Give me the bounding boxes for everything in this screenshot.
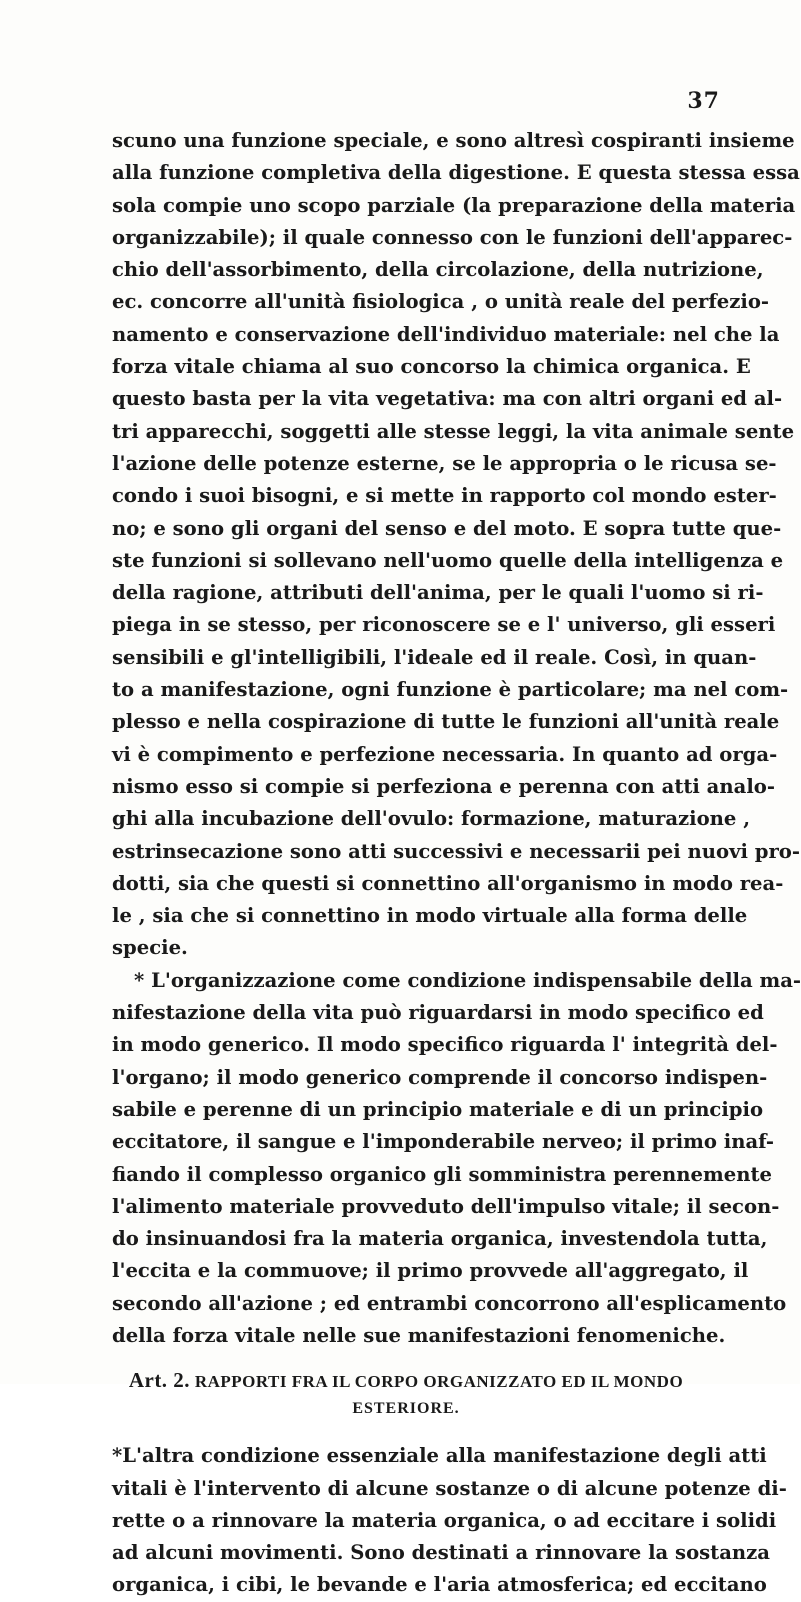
text-line: della ragione, attributi dell'anima, per le quali l'uomo si ri-: [112, 581, 764, 605]
text-line: to a manifestazione, ogni funzione è particolare; ma nel com-: [112, 678, 789, 702]
text-line: scuno una funzione speciale, e sono altresì cospiranti insieme: [112, 129, 795, 152]
article-number: Art. 2.: [128, 1368, 191, 1393]
text-line: ad alcuni movimenti. Sono destinati a rinnovare la sostanza: [112, 1541, 770, 1565]
text-line: no; e sono gli organi del senso e del moto. E sopra tutte que-: [112, 516, 782, 540]
text-line: alla funzione completiva della digestione. E questa stessa essa: [112, 161, 800, 185]
section-title-line-2: ESTERIORE.: [352, 1400, 460, 1418]
page-number: 37: [687, 88, 720, 114]
text-line: chio dell'assorbimento, della circolazione, della nutrizione,: [112, 258, 764, 282]
text-line: *L'altra condizione essenziale alla manifestazione degli atti: [112, 1444, 767, 1468]
text-line: organizzabile); il quale connesso con le funzioni dell'apparec-: [112, 225, 793, 249]
section-heading: [112, 1366, 700, 1396]
text-line: l'alimento materiale provveduto dell'impulso vitale; il secon-: [112, 1194, 780, 1218]
text-line: rette o a rinnovare la materia organica, o ad eccitare i solidi: [112, 1508, 777, 1532]
text-line: plesso e nella cospirazione di tutte le funzioni all'unità reale: [112, 710, 780, 734]
text-line: vitali è l'intervento di alcune sostanze o di alcune potenze di-: [112, 1476, 787, 1500]
text-line: fiando il complesso organico gli somministra perennemente: [112, 1162, 772, 1186]
paragraph-3: [112, 1440, 787, 1601]
paragraph-2: [112, 965, 801, 1353]
text-line: l'organo; il modo generico comprende il concorso indispen-: [112, 1065, 768, 1089]
text-line: le , sia che si connettino in modo virtuale alla forma delle: [112, 904, 748, 928]
section-title-line-1: RAPPORTI FRA IL CORPO ORGANIZZATO ED IL MONDO: [194, 1372, 684, 1392]
text-line: condo i suoi bisogni, e si mette in rapporto col mondo ester-: [112, 484, 777, 508]
text-line: * L'organizzazione come condizione indispensabile della ma-: [134, 968, 801, 992]
text-line: dotti, sia che questi si connettino all'organismo in modo rea-: [112, 871, 784, 895]
text-line: sensibili e gl'intelligibili, l'ideale ed il reale. Così, in quan-: [112, 645, 757, 669]
text-line: forza vitale chiama al suo concorso la chimica organica. E: [112, 355, 751, 379]
text-line: tri apparecchi, soggetti alle stesse leggi, la vita animale sente: [112, 419, 795, 443]
text-line: nismo esso si compie si perfeziona e perenna con atti analo-: [112, 774, 775, 798]
text-line: l'azione delle potenze esterne, se le appropria o le ricusa se-: [112, 451, 777, 475]
text-line: namento e conservazione dell'individuo materiale: nel che la: [112, 322, 780, 346]
text-line: specie.: [112, 936, 188, 960]
text-line: in modo generico. Il modo specifico riguarda l' integrità del-: [112, 1033, 778, 1057]
text-line: estrinsecazione sono atti successivi e necessarii pei nuovi pro-: [112, 839, 800, 863]
text-line: sabile e perenne di un principio materiale e di un principio: [112, 1097, 764, 1121]
text-line: l'eccita e la commuove; il primo provvede all'aggregato, il: [112, 1259, 749, 1283]
text-line: ec. concorre all'unità fisiologica , o unità reale del perfezio-: [112, 290, 770, 314]
text-line: vi è compimento e perfezione necessaria. In quanto ad orga-: [112, 742, 778, 766]
text-line: eccitatore, il sangue e l'imponderabile nerveo; il primo inaf-: [112, 1130, 775, 1154]
text-line: ste funzioni si sollevano nell'uomo quelle della intelligenza e: [112, 548, 784, 572]
text-line: organica, i cibi, le bevande e l'aria atmosferica; ed eccitano: [112, 1573, 767, 1597]
body-text: [112, 125, 801, 1602]
text-line: della forza vitale nelle sue manifestazioni fenomeniche.: [112, 1323, 726, 1347]
text-line: ghi alla incubazione dell'ovulo: formazione, maturazione ,: [112, 807, 751, 831]
text-line: do insinuandosi fra la materia organica, investendola tutta,: [112, 1227, 768, 1251]
text-line: piega in se stesso, per riconoscere se e l' universo, gli esseri: [112, 613, 776, 637]
paragraph-1: [112, 125, 800, 965]
text-line: nifestazione della vita può riguardarsi in modo specifico ed: [112, 1001, 764, 1025]
text-line: questo basta per la vita vegetativa: ma con altri organi ed al-: [112, 387, 783, 411]
text-line: sola compie uno scopo parziale (la preparazione della materia: [112, 193, 796, 217]
text-line: secondo all'azione ; ed entrambi concorrono all'esplicamento: [112, 1291, 787, 1315]
